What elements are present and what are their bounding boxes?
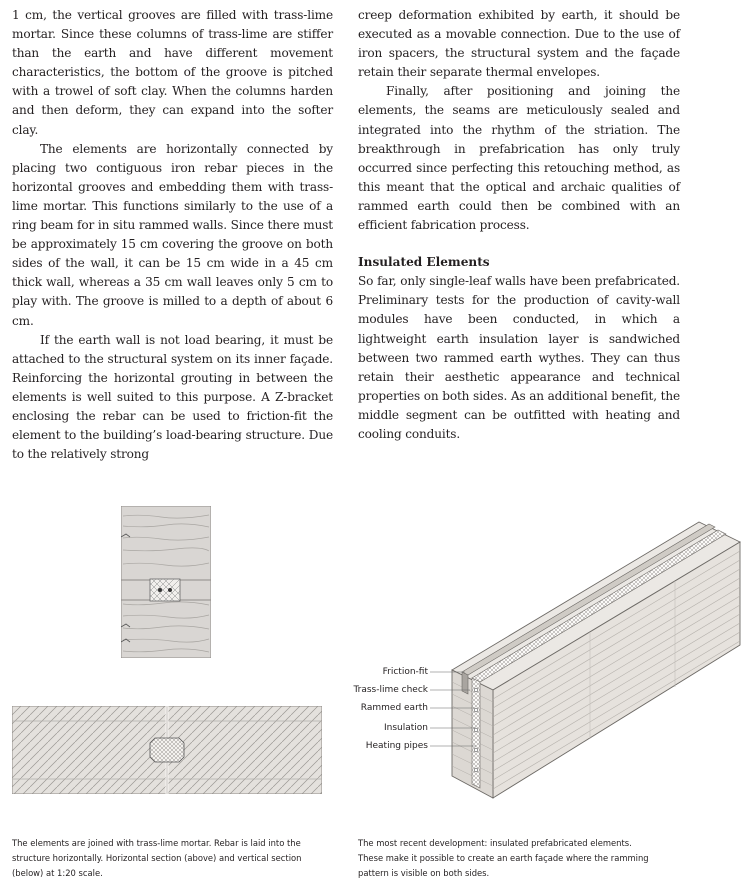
figure-label-friction-fit: Friction-fit [382, 667, 428, 677]
body-paragraph: 1 cm, the vertical grooves are filled with trass-lime mortar. Since these columns of trass-lime are stiffer than the earth and have different movement characteristics, the bottom of the groove is pitched with a trowel of soft clay. When the columns harden and then deform, they can expand into the softer clay. [12, 8, 333, 137]
figure-label-rammed-earth: Rammed earth [360, 703, 428, 713]
body-paragraph: If the earth wall is not load bearing, it must be attached to the structural system on its inner façade. Reinforcing the horizontal grouting in between the elements is well suited to this purpose. A Z-bracket enclosing the rebar can be used to friction-fit the element to the building’s load-bearing structure. Due to the relatively strong [12, 332, 333, 462]
left-text-column [12, 6, 333, 464]
vertical-section-drawing [12, 706, 322, 794]
horizontal-section-drawing [121, 506, 211, 658]
body-paragraph: creep deformation exhibited by earth, it should be executed as a movable connection. Due to the use of iron spacers, the structural system and the façade retain their separate thermal envelopes. [358, 8, 680, 80]
body-paragraph: The elements are horizontally connected by placing two contiguous iron rebar pieces in the horizontal grooves and embedding them with trass-lime mortar. This functions similarly to the use of a ring beam for in situ rammed walls. Since there must be approximately 15 cm covering the groove on both sides of the wall, it can be 15 cm wide in a 45 cm thick wall, whereas a 35 cm wall leaves only 5 cm to play with. The groove is milled to a depth of about 6 cm. [12, 141, 333, 328]
figure-label-insulation: Insulation [383, 723, 428, 733]
right-text-column [358, 6, 680, 444]
body-paragraph: So far, only single-leaf walls have been prefabricated. Preliminary tests for the production of cavity-wall modules have been conducted, in which a lightweight earth insulation layer is sandwiched between two rammed earth wythes. They can thus retain their aesthetic appearance and technical properties on both sides. As an additional benefit, the middle segment can be outfitted with heating and cooling conduits. [358, 274, 680, 441]
body-paragraph: Finally, after positioning and joining the elements, the seams are meticulously sealed and integrated into the rhythm of the striation. The breakthrough in prefabrication has only truly occurred since perfecting this retouching method, as this meant that the optical and archaic qualities of rammed earth could then be combined with an efficient fabrication process. [358, 84, 680, 233]
label-leader-lines [430, 668, 480, 758]
figure-caption-sections: The elements are joined with trass-lime mortar. Rebar is laid into the structure horizontally. Horizontal section (above) and vertical section (below) at 1:20 scale. [12, 838, 302, 879]
section-heading: Insulated Elements [358, 255, 490, 270]
insulated-element-isometric [450, 500, 750, 805]
figure-caption-insulated: The most recent development: insulated prefabricated elements. These make it possible to create an earth façade where the ramming pattern is visible on both sides. [358, 838, 649, 879]
figure-label-trass-lime-check: Trass-lime check [353, 685, 428, 695]
figure-label-heating-pipes: Heating pipes [365, 741, 428, 751]
